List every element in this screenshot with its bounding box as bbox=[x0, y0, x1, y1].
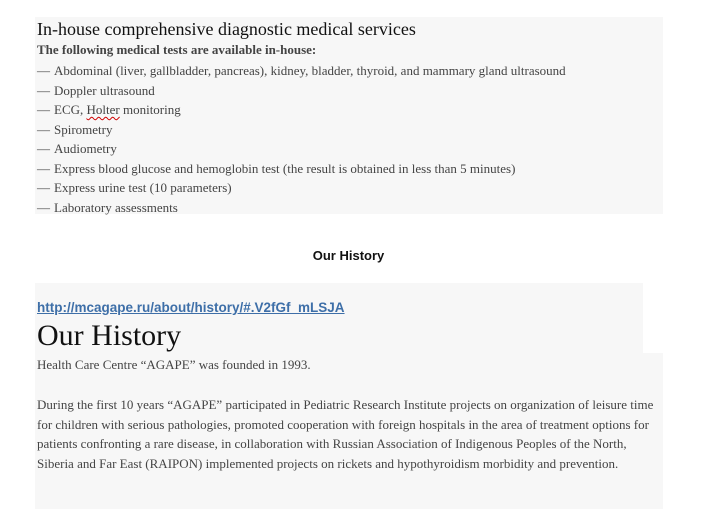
list-dash: — bbox=[37, 180, 50, 195]
list-dash: — bbox=[37, 199, 50, 215]
test-item-label: Spirometry bbox=[54, 121, 113, 137]
list-item bbox=[37, 198, 566, 218]
services-intro: The following medical tests are available in-house: bbox=[37, 42, 317, 57]
history-source-link[interactable]: http://mcagape.ru/about/history/#.V2fGf_mLSJA bbox=[37, 300, 345, 315]
founded-text: Health Care Centre “AGAPE” was founded in 1993. bbox=[37, 357, 311, 372]
test-item-label: Audiometry bbox=[54, 141, 117, 156]
list-item bbox=[37, 120, 566, 140]
test-item-label: Laboratory assessments bbox=[54, 199, 178, 215]
services-heading: In-house comprehensive diagnostic medical services bbox=[37, 19, 416, 39]
test-item-label: Express urine test (10 parameters) bbox=[54, 180, 232, 195]
history-heading: Our History bbox=[37, 319, 182, 352]
list-item bbox=[37, 81, 566, 101]
list-dash: — bbox=[37, 63, 50, 78]
test-item-label: Abdominal (liver, gallbladder, pancreas), kidney, bladder, thyroid, and mammary gland ultrasound bbox=[54, 63, 566, 78]
tests-list bbox=[37, 61, 566, 217]
test-item-label: Express blood glucose and hemoglobin test (the result is obtained in less than 5 minutes) bbox=[54, 160, 516, 176]
list-dash: — bbox=[37, 160, 50, 176]
list-item bbox=[37, 178, 566, 198]
list-dash: — bbox=[37, 102, 50, 117]
history-section-title: Our History bbox=[312, 248, 385, 263]
list-item bbox=[37, 100, 566, 120]
test-item-label: Doppler ultrasound bbox=[54, 82, 155, 98]
list-dash: — bbox=[37, 82, 50, 98]
test-item-label: ECG, Holter monitoring bbox=[54, 102, 181, 117]
list-item bbox=[37, 139, 566, 159]
list-item bbox=[37, 61, 566, 81]
history-paragraph: During the first 10 years “AGAPE” participated in Pediatric Research Institute projects on organization of leisure time for children with serious pathologies, promoted cooperation with foreign hospitals in the area of treatment options for patients confronting a rare disease, in collaboration with Russian Association of Indigenous Peoples of the North, Siberia and Far East (RAIPON) implemented projects on rickets and hypothyroidism morbidity and prevention. bbox=[37, 397, 654, 471]
list-dash: — bbox=[37, 121, 50, 137]
list-dash: — bbox=[37, 141, 50, 156]
list-item bbox=[37, 159, 566, 179]
